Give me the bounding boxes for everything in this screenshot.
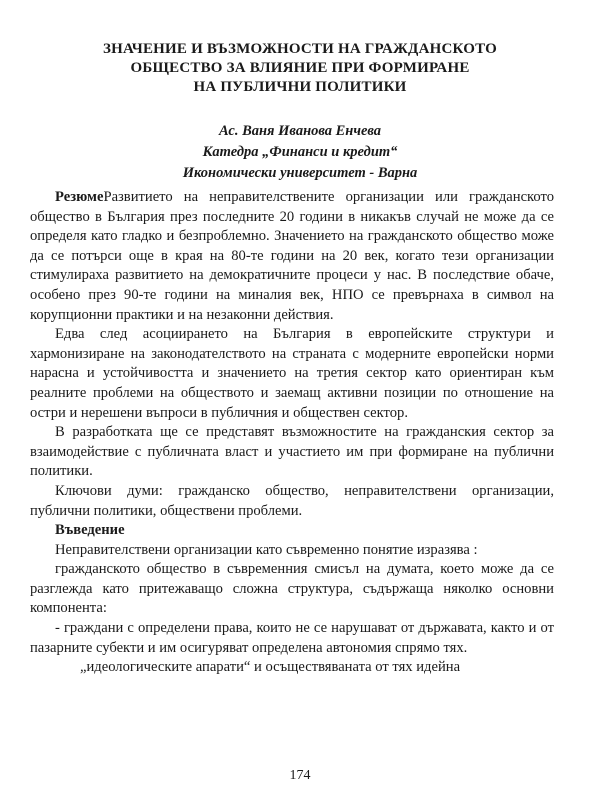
- title-line: ОБЩЕСТВО ЗА ВЛИЯНИЕ ПРИ ФОРМИРАНЕ: [130, 60, 470, 76]
- author-block: [60, 121, 540, 184]
- abstract-paragraph: [30, 188, 554, 325]
- author-name: Ас. Ваня Иванова Енчева: [218, 123, 382, 139]
- author-university: Икономически университет - Варна: [182, 165, 418, 181]
- paper-body: [30, 188, 554, 678]
- introduction-item: „идеологическите апарати“ и осъществяваната от тях идейна: [80, 659, 461, 676]
- body-paragraph: В разработката ще се представят възможностите на гражданския сектор за взаимодействие с публичната власт и участието им при формиране на публични политики.: [30, 424, 554, 480]
- author-department: Катедра „Финанси и кредит“: [202, 144, 398, 160]
- keywords-label: Ключови думи:: [55, 482, 163, 499]
- keywords-paragraph: [30, 482, 554, 521]
- introduction-item: гражданското общество в съвременния смисъл на думата, което може да се разглежда като притежаващо сложна структура, съдържаща няколко основни компонента:: [30, 561, 554, 617]
- introduction-lead: Неправителствени организации като съвременно понятие изразява :: [55, 541, 478, 558]
- page-number: 174: [289, 768, 311, 783]
- keywords-text: гражданско общество, неправителствени организации, публични политики, обществени проблеми.: [30, 482, 555, 519]
- introduction-heading: Въведение: [55, 522, 125, 539]
- paper-title: [40, 40, 560, 97]
- title-line: ЗНАЧЕНИЕ И ВЪЗМОЖНОСТИ НА ГРАЖДАНСКОТО: [103, 41, 497, 57]
- introduction-item: - граждани с определени права, които не се нарушават от държавата, както и от пазарните субекти и им осигуряват определена автономия спрямо тях.: [30, 620, 554, 656]
- body-paragraph: Едва след асоциирането на България в европейските структури и хармонизиране на законодателството на страната с модерните европейски норми нарасна и устойчивостта и значението на третия сектор като ориентиран към реалните проблеми на обществото и заемащ активни позиции по отношение на остри и нерешени въпроси в публичния и обществен сектор.: [30, 326, 554, 421]
- abstract-text: Развитието на неправителствените организации или гражданското общество в България през последните 20 години в никакъв случай не може да се определя като гладко и безпроблемно. Значението на гражданското общество може да се потърси още в края на 80-те години на 20 век, когато тези организации стимулираха развитието на демократичните процеси у нас. В последствие обаче, особено през 90-те години на миналия век, НПО се превърнаха в символ на корупционни практики и на незаконни действия.: [30, 189, 554, 323]
- abstract-label: Резюме: [55, 189, 104, 205]
- title-line: НА ПУБЛИЧНИ ПОЛИТИКИ: [193, 79, 407, 95]
